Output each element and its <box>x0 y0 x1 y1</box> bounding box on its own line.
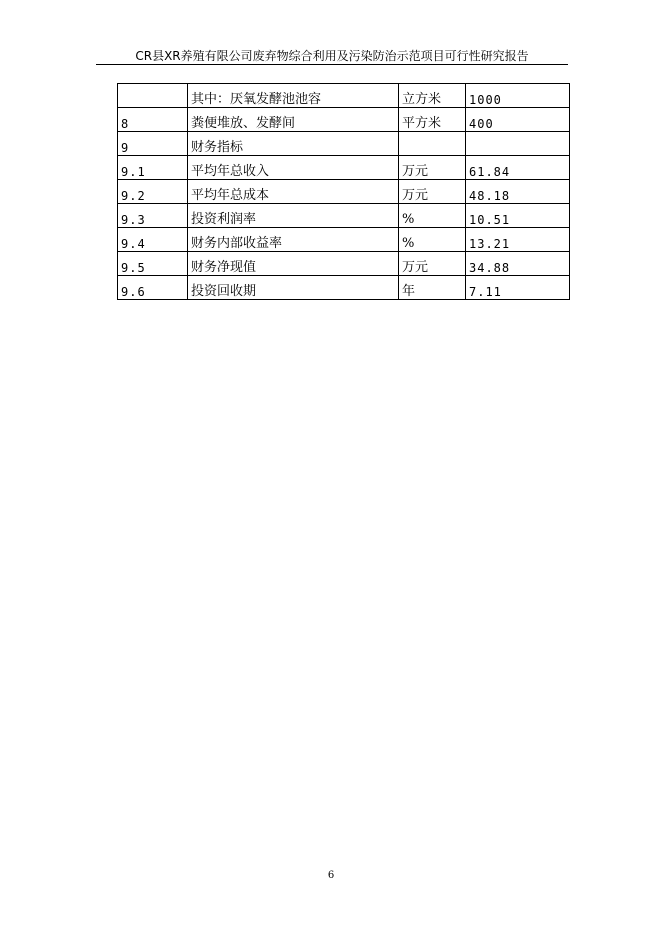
row-number: 9.5 <box>118 252 188 276</box>
row-item: 粪便堆放、发酵间 <box>188 108 399 132</box>
row-item: 投资回收期 <box>188 276 399 300</box>
indicator-table <box>117 83 570 300</box>
row-number: 8 <box>118 108 188 132</box>
row-item: 财务净现值 <box>188 252 399 276</box>
page-header: CR县XR养殖有限公司废弃物综合利用及污染防治示范项目可行性研究报告 <box>135 49 529 63</box>
row-unit: 万元 <box>399 156 466 180</box>
row-number: 9.4 <box>118 228 188 252</box>
page-number: 6 <box>327 870 335 881</box>
table-row <box>118 276 570 300</box>
row-item: 财务指标 <box>188 132 399 156</box>
table-row <box>118 156 570 180</box>
row-unit: 平方米 <box>399 108 466 132</box>
table-row <box>118 180 570 204</box>
row-number <box>118 84 188 108</box>
row-value: 13.21 <box>466 228 570 252</box>
header-rule <box>96 64 568 65</box>
row-unit: % <box>399 204 466 228</box>
row-unit: 万元 <box>399 252 466 276</box>
table-row <box>118 132 570 156</box>
row-value: 400 <box>466 108 570 132</box>
table-row <box>118 204 570 228</box>
row-number: 9 <box>118 132 188 156</box>
row-unit: 万元 <box>399 180 466 204</box>
row-number: 9.2 <box>118 180 188 204</box>
row-unit: 立方米 <box>399 84 466 108</box>
row-value: 34.88 <box>466 252 570 276</box>
row-item: 平均年总收入 <box>188 156 399 180</box>
row-unit <box>399 132 466 156</box>
row-value <box>466 132 570 156</box>
row-item: 投资利润率 <box>188 204 399 228</box>
row-value: 10.51 <box>466 204 570 228</box>
row-item: 财务内部收益率 <box>188 228 399 252</box>
table-row <box>118 84 570 108</box>
row-unit: 年 <box>399 276 466 300</box>
row-item: 平均年总成本 <box>188 180 399 204</box>
row-item: 其中：厌氧发酵池池容 <box>188 84 399 108</box>
row-value: 48.18 <box>466 180 570 204</box>
row-value: 7.11 <box>466 276 570 300</box>
row-number: 9.6 <box>118 276 188 300</box>
table-row <box>118 228 570 252</box>
row-number: 9.1 <box>118 156 188 180</box>
row-value: 61.84 <box>466 156 570 180</box>
row-value: 1000 <box>466 84 570 108</box>
row-number: 9.3 <box>118 204 188 228</box>
table-row <box>118 108 570 132</box>
table-row <box>118 252 570 276</box>
row-unit: % <box>399 228 466 252</box>
